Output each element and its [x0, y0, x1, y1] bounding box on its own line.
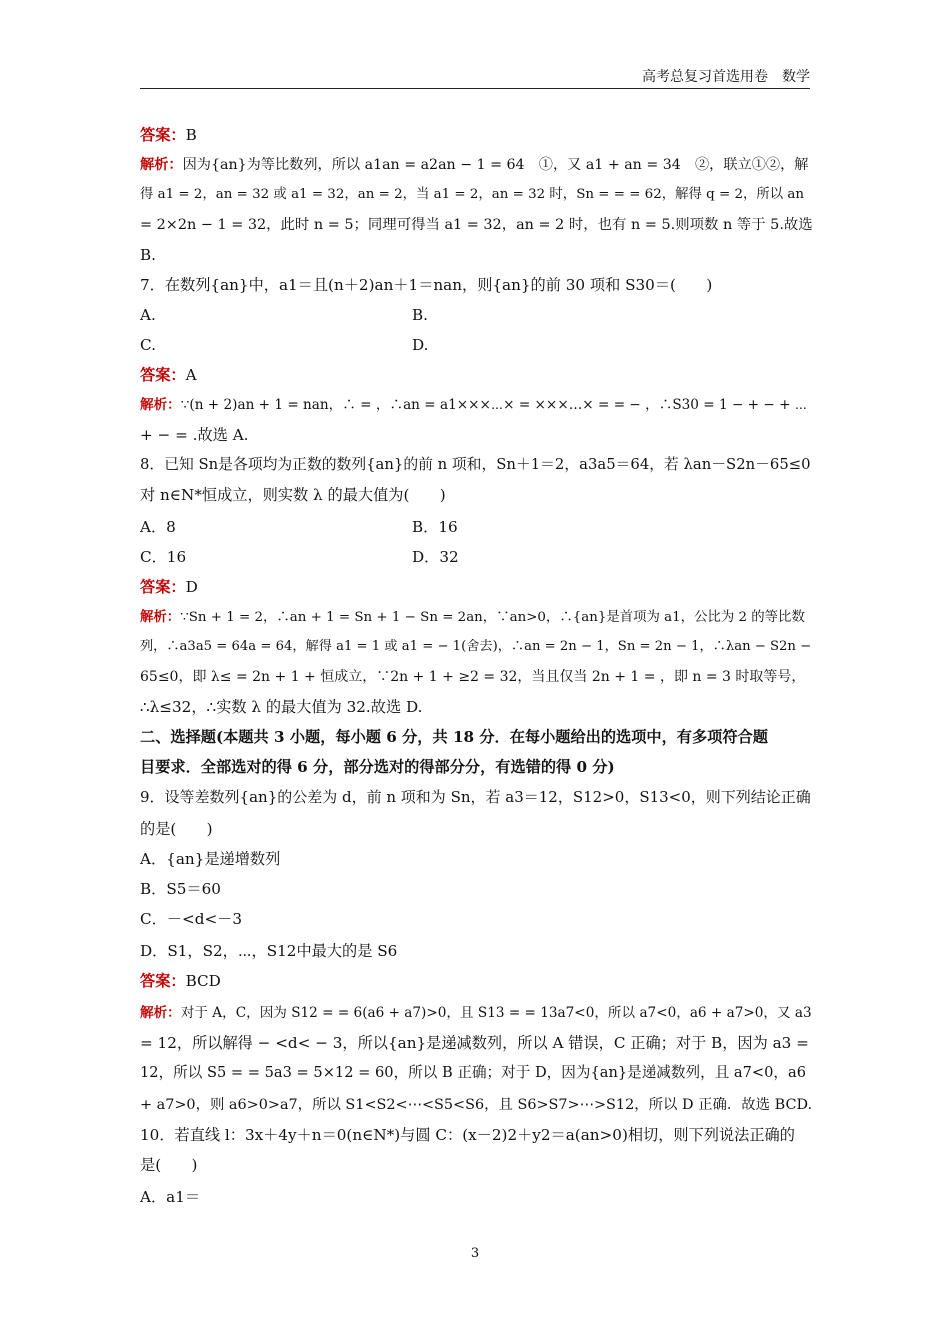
q10-stem-line-1: 10．若直线 l：3x＋4y＋n＝0(n∈N*)与圆 C：(x－2)2＋y2＝a(an>0)相切，则下列说法正确的	[140, 1126, 795, 1144]
q8-analysis-line-4: ∴λ≤32，∴实数 λ 的最大值为 32.故选 D.	[140, 698, 423, 716]
q8-answer-line	[140, 572, 812, 602]
header-title: 高考总复习首选用卷 数学	[642, 69, 810, 85]
q8-stem-line-1: 8．已知 Sn是各项均为正数的数列{an}的前 n 项和，Sn＋1＝2，a3a5＝64，若 λan－S2n－65≤0	[140, 456, 811, 473]
q8-analysis-line-2: 列，∴a3a5 = 64a = 64，解得 a1 = 1 或 a1 = − 1(舍去)，∴an = 2n − 1，Sn = 2n − 1，∴λan − S2n −	[140, 639, 812, 654]
q6-analysis-line-2: 得 a1 = 2，an = 32 或 a1 = 32，an = 2，当 a1 = 2，an = 32 时，Sn = = = 62，解得 q = 2，所以 an	[140, 187, 805, 202]
q9-option-d: D．S1，S2，⋯，S12中最大的是 S6	[140, 942, 398, 960]
q7-option-b: B.	[412, 306, 428, 324]
q6-answer-line	[140, 120, 812, 150]
answer-label: 答案：	[140, 126, 186, 144]
analysis-label: 解析：	[140, 1005, 181, 1021]
q8-analysis-line-3: 65≤0，即 λ≤ = 2n + 1 + 恒成立，∵2n + 1 + ≥2 = 32，当且仅当 2n + 1 = ，即 n = 3 时取等号，	[140, 669, 806, 685]
answer-label: 答案：	[140, 578, 186, 596]
analysis-label: 解析：	[140, 397, 181, 413]
q7-option-d: D.	[412, 336, 429, 354]
q10-stem-line-2: 是( )	[140, 1156, 198, 1174]
q8-options-row-2	[140, 542, 812, 572]
analysis-label: 解析：	[140, 157, 183, 173]
section2-heading-line-1: 二、选择题(本题共 3 小题，每小题 6 分，共 18 分．在每小题给出的选项中，有多项符合题	[140, 728, 768, 746]
q7-option-a: A.	[140, 306, 156, 324]
analysis-label: 解析：	[140, 609, 181, 625]
q9-analysis-line-3: 12，所以 S5 = = 5a3 = 5×12 = 60，所以 B 正确；对于 D，因为{an}是递减数列，且 a7<0，a6	[140, 1064, 806, 1081]
q6-analysis-line-1: 解析：因为{an}为等比数列，所以 a1an = a2an − 1 = 64 ①，又 a1 + an = 34 ②，联立①②，解	[140, 157, 809, 173]
q9-stem-line-1: 9．设等差数列{an}的公差为 d，前 n 项和为 Sn，若 a3＝12，S12>0，S13<0，则下列结论正确	[140, 788, 811, 806]
q7-answer: A	[185, 366, 197, 384]
q8-option-c: C．16	[140, 548, 187, 566]
q9-analysis-line-1: 解析：对于 A，C，因为 S12 = = 6(a6 + a7)>0，且 S13 = = 13a7<0，所以 a7<0，a6 + a7>0，又 a3	[140, 1005, 812, 1021]
q7-options-row-1	[140, 300, 812, 330]
page-header	[140, 66, 810, 89]
q9-analysis-line-2: = 12，所以解得 − <d< − 3，所以{an}是递减数列，所以 A 错误，C 正确；对于 B，因为 a3 =	[140, 1034, 809, 1052]
q7-stem: 7．在数列{an}中，a1＝且(n＋2)an＋1＝nan，则{an}的前 30 项和 S30＝( )	[140, 276, 713, 294]
q9-answer-line	[140, 966, 812, 996]
q8-option-d: D．32	[412, 548, 459, 566]
q9-analysis-line-4: + a7>0，则 a6>0>a7，所以 S1<S2<⋯<S5<S6，且 S6>S7>⋯>S12，所以 D 正确．故选 BCD.	[140, 1097, 813, 1113]
answer-label: 答案：	[140, 972, 186, 990]
q7-answer-line	[140, 360, 812, 390]
q7-option-c: C.	[140, 336, 156, 354]
page-number: 3	[470, 1246, 480, 1261]
q7-analysis-line-2: + − = .故选 A.	[140, 426, 249, 444]
q8-analysis-line-1: 解析：∵Sn + 1 = 2，∴an + 1 = Sn + 1 − Sn = 2an，∵an>0，∴{an}是首项为 a1，公比为 2 的等比数	[140, 609, 805, 625]
answer-label: 答案：	[140, 366, 186, 384]
q8-option-b: B．16	[412, 518, 458, 536]
q7-options-row-2	[140, 330, 812, 360]
section2-heading-line-2: 目要求．全部选对的得 6 分，部分选对的得部分分，有选错的得 0 分)	[140, 758, 615, 776]
q6-answer: B	[185, 126, 197, 144]
q9-option-c: C．－<d<－3	[140, 910, 243, 928]
q8-stem-line-2: 对 n∈N*恒成立，则实数 λ 的最大值为( )	[140, 486, 446, 504]
q10-option-a: A．a1＝	[140, 1188, 201, 1206]
q8-answer: D	[185, 578, 198, 596]
q6-analysis-line-4: B.	[140, 246, 156, 264]
q9-stem-line-2: 的是( )	[140, 820, 213, 838]
q6-analysis-line-3: = 2×2n − 1 = 32，此时 n = 5；同理可得当 a1 = 32，an = 2 时，也有 n = 5.则项数 n 等于 5.故选	[140, 217, 813, 233]
q9-answer: BCD	[185, 972, 221, 990]
q9-option-a: A．{an}是递增数列	[140, 850, 281, 868]
q8-option-a: A．8	[140, 518, 176, 536]
q8-options-row-1	[140, 512, 812, 542]
q7-analysis-line-1: 解析：∵(n + 2)an + 1 = nan，∴ = ，∴an = a1×××⋯× = ×××…× = = − ，∴S30 = 1 − + − + ⋯	[140, 397, 808, 413]
q9-option-b: B．S5＝60	[140, 880, 221, 898]
